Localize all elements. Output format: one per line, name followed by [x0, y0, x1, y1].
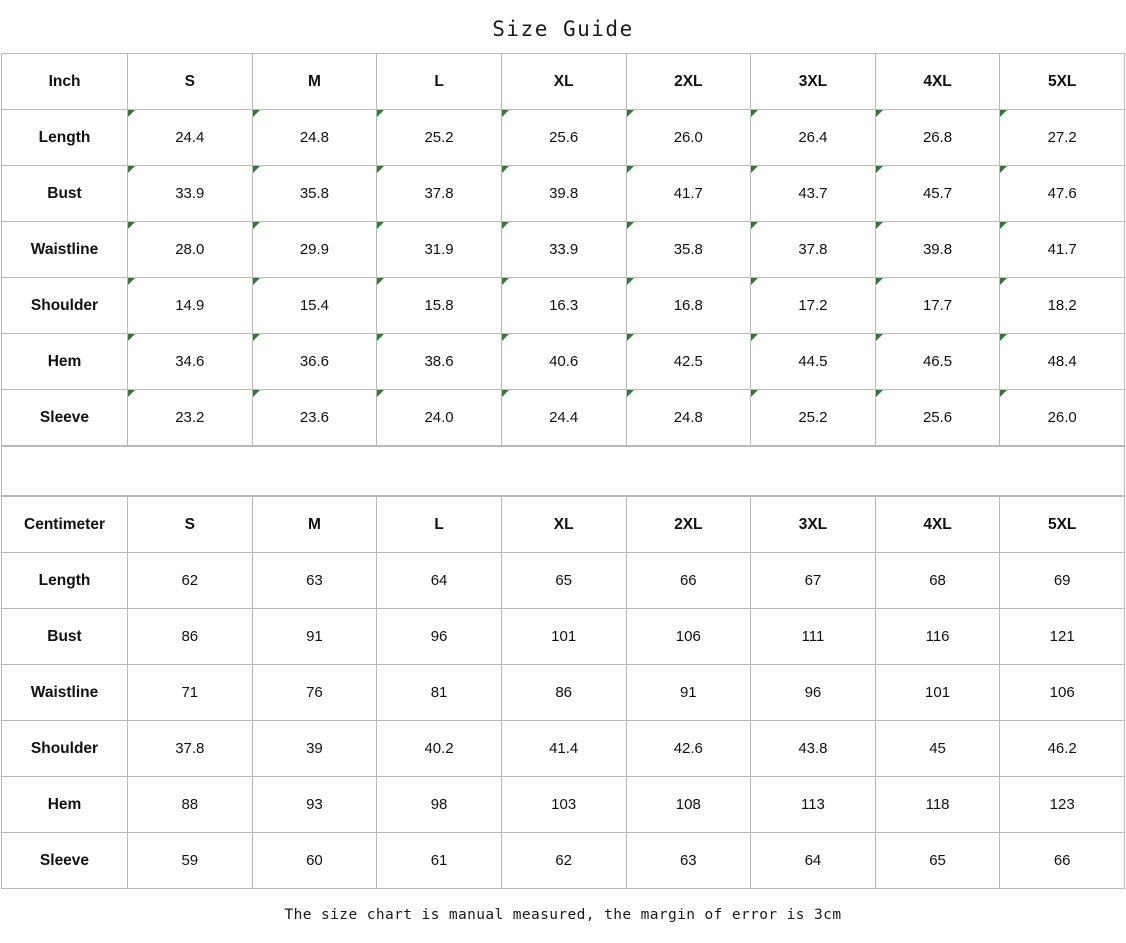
measurement-disclaimer: The size chart is manual measured, the margin of error is 3cm: [284, 907, 842, 923]
centimeter-table-container: [0, 496, 1126, 889]
table-row: [2, 110, 1125, 166]
table-cell: 123: [1000, 777, 1125, 833]
table-cell: 28.0: [128, 222, 253, 278]
table-cell: 63: [626, 833, 751, 889]
inch-measure-label-length: Length: [2, 110, 128, 166]
centimeter-table-body: [2, 497, 1125, 889]
table-cell: 86: [128, 609, 253, 665]
table-cell: 37.8: [377, 166, 502, 222]
table-cell: 86: [501, 665, 626, 721]
table-cell: 25.2: [751, 390, 876, 446]
inch-header-row: [2, 54, 1125, 110]
table-cell: 103: [501, 777, 626, 833]
table-cell: 48.4: [1000, 334, 1125, 390]
table-cell: 59: [128, 833, 253, 889]
table-cell: 108: [626, 777, 751, 833]
table-cell: 43.7: [751, 166, 876, 222]
table-cell: 43.8: [751, 721, 876, 777]
table-cell: 40.6: [501, 334, 626, 390]
table-cell: 41.7: [626, 166, 751, 222]
inch-size-header-2xl: 2XL: [626, 54, 751, 110]
table-cell: 42.6: [626, 721, 751, 777]
table-cell: 45: [875, 721, 1000, 777]
table-cell: 98: [377, 777, 502, 833]
table-cell: 26.8: [875, 110, 1000, 166]
table-cell: 24.4: [128, 110, 253, 166]
table-cell: 66: [626, 553, 751, 609]
table-cell: 71: [128, 665, 253, 721]
table-cell: 24.4: [501, 390, 626, 446]
table-cell: 111: [751, 609, 876, 665]
inch-measure-label-sleeve: Sleeve: [2, 390, 128, 446]
table-row: [2, 833, 1125, 889]
cm-size-header-m: M: [252, 497, 377, 553]
table-cell: 36.6: [252, 334, 377, 390]
table-cell: 68: [875, 553, 1000, 609]
table-row: [2, 721, 1125, 777]
table-cell: 66: [1000, 833, 1125, 889]
cm-measure-label-waistline: Waistline: [2, 665, 128, 721]
table-cell: 46.2: [1000, 721, 1125, 777]
table-cell: 42.5: [626, 334, 751, 390]
table-cell: 62: [501, 833, 626, 889]
table-cell: 64: [751, 833, 876, 889]
table-spacer: [1, 446, 1125, 496]
table-cell: 39.8: [875, 222, 1000, 278]
cm-header-row: [2, 497, 1125, 553]
table-cell: 61: [377, 833, 502, 889]
table-cell: 37.8: [751, 222, 876, 278]
table-row: [2, 390, 1125, 446]
table-cell: 16.8: [626, 278, 751, 334]
table-cell: 17.2: [751, 278, 876, 334]
table-cell: 14.9: [128, 278, 253, 334]
table-cell: 38.6: [377, 334, 502, 390]
table-cell: 34.6: [128, 334, 253, 390]
table-cell: 63: [252, 553, 377, 609]
table-cell: 25.6: [501, 110, 626, 166]
table-row: [2, 222, 1125, 278]
table-cell: 31.9: [377, 222, 502, 278]
table-cell: 26.0: [626, 110, 751, 166]
table-cell: 106: [626, 609, 751, 665]
table-cell: 96: [377, 609, 502, 665]
inch-measure-label-hem: Hem: [2, 334, 128, 390]
cm-measure-label-sleeve: Sleeve: [2, 833, 128, 889]
table-cell: 15.8: [377, 278, 502, 334]
table-cell: 45.7: [875, 166, 1000, 222]
table-cell: 44.5: [751, 334, 876, 390]
centimeter-size-table: [1, 496, 1125, 889]
table-cell: 118: [875, 777, 1000, 833]
table-cell: 116: [875, 609, 1000, 665]
table-row: [2, 334, 1125, 390]
table-cell: 41.4: [501, 721, 626, 777]
inch-table-container: [0, 53, 1126, 446]
table-cell: 69: [1000, 553, 1125, 609]
page-title: Size Guide: [492, 17, 634, 41]
table-row: [2, 609, 1125, 665]
table-cell: 35.8: [252, 166, 377, 222]
table-cell: 101: [501, 609, 626, 665]
table-cell: 91: [626, 665, 751, 721]
table-cell: 33.9: [501, 222, 626, 278]
table-cell: 15.4: [252, 278, 377, 334]
table-cell: 18.2: [1000, 278, 1125, 334]
table-row: [2, 553, 1125, 609]
inch-table-body: [2, 54, 1125, 446]
cm-size-header-5xl: 5XL: [1000, 497, 1125, 553]
inch-size-header-m: M: [252, 54, 377, 110]
inch-size-header-xl: XL: [501, 54, 626, 110]
table-cell: 27.2: [1000, 110, 1125, 166]
table-cell: 113: [751, 777, 876, 833]
table-cell: 47.6: [1000, 166, 1125, 222]
inch-size-header-5xl: 5XL: [1000, 54, 1125, 110]
table-cell: 23.2: [128, 390, 253, 446]
table-cell: 37.8: [128, 721, 253, 777]
table-cell: 23.6: [252, 390, 377, 446]
table-cell: 60: [252, 833, 377, 889]
cm-size-header-3xl: 3XL: [751, 497, 876, 553]
table-row: [2, 665, 1125, 721]
inch-measure-label-bust: Bust: [2, 166, 128, 222]
table-cell: 26.4: [751, 110, 876, 166]
cm-size-header-4xl: 4XL: [875, 497, 1000, 553]
table-cell: 26.0: [1000, 390, 1125, 446]
table-cell: 81: [377, 665, 502, 721]
table-row: [2, 278, 1125, 334]
table-cell: 35.8: [626, 222, 751, 278]
inch-size-header-3xl: 3XL: [751, 54, 876, 110]
inch-size-table: [1, 53, 1125, 446]
cm-measure-label-length: Length: [2, 553, 128, 609]
table-cell: 24.8: [252, 110, 377, 166]
cm-measure-label-shoulder: Shoulder: [2, 721, 128, 777]
cm-size-header-s: S: [128, 497, 253, 553]
table-cell: 96: [751, 665, 876, 721]
table-cell: 25.2: [377, 110, 502, 166]
table-cell: 91: [252, 609, 377, 665]
cm-size-header-2xl: 2XL: [626, 497, 751, 553]
inch-size-header-4xl: 4XL: [875, 54, 1000, 110]
table-cell: 67: [751, 553, 876, 609]
table-cell: 39: [252, 721, 377, 777]
table-cell: 46.5: [875, 334, 1000, 390]
table-cell: 33.9: [128, 166, 253, 222]
table-cell: 76: [252, 665, 377, 721]
inch-size-header-s: S: [128, 54, 253, 110]
table-cell: 25.6: [875, 390, 1000, 446]
inch-unit-label: Inch: [2, 54, 128, 110]
cm-unit-label: Centimeter: [2, 497, 128, 553]
table-cell: 65: [501, 553, 626, 609]
table-row: [2, 777, 1125, 833]
table-cell: 121: [1000, 609, 1125, 665]
cm-measure-label-bust: Bust: [2, 609, 128, 665]
inch-size-header-l: L: [377, 54, 502, 110]
table-cell: 39.8: [501, 166, 626, 222]
table-cell: 64: [377, 553, 502, 609]
table-cell: 29.9: [252, 222, 377, 278]
cm-measure-label-hem: Hem: [2, 777, 128, 833]
table-cell: 62: [128, 553, 253, 609]
table-row: [2, 166, 1125, 222]
table-cell: 88: [128, 777, 253, 833]
table-cell: 101: [875, 665, 1000, 721]
cm-size-header-xl: XL: [501, 497, 626, 553]
table-cell: 93: [252, 777, 377, 833]
table-cell: 24.8: [626, 390, 751, 446]
cm-size-header-l: L: [377, 497, 502, 553]
table-cell: 17.7: [875, 278, 1000, 334]
table-cell: 40.2: [377, 721, 502, 777]
inch-measure-label-waistline: Waistline: [2, 222, 128, 278]
table-cell: 65: [875, 833, 1000, 889]
table-cell: 41.7: [1000, 222, 1125, 278]
table-cell: 24.0: [377, 390, 502, 446]
inch-measure-label-shoulder: Shoulder: [2, 278, 128, 334]
table-cell: 106: [1000, 665, 1125, 721]
table-cell: 16.3: [501, 278, 626, 334]
